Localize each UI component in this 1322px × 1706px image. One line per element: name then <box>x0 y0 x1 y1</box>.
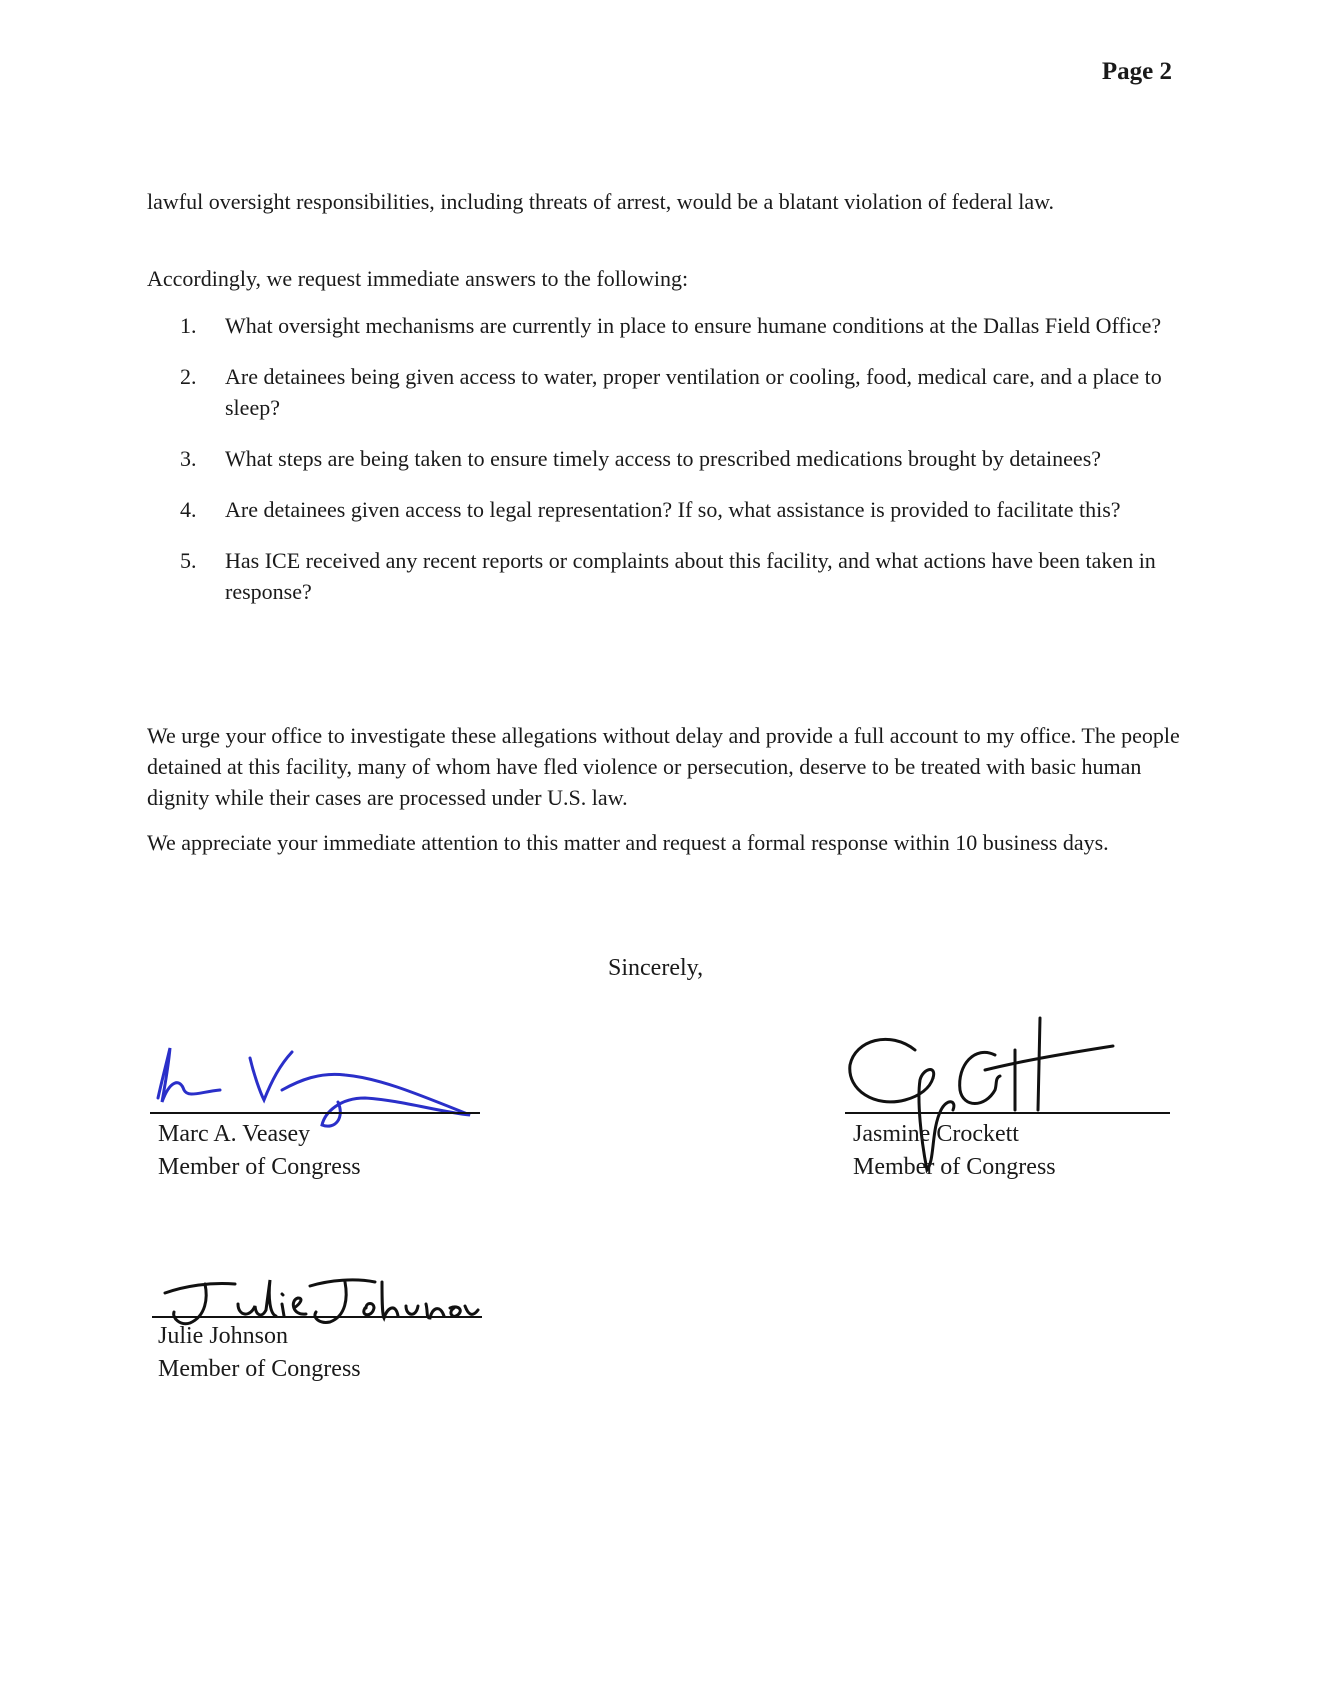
signature-veasey <box>150 1040 490 1130</box>
list-item-text: Has ICE received any recent reports or complaints about this facility, and what actions have been taken in response? <box>225 548 1156 604</box>
list-item-text: Are detainees given access to legal representation? If so, what assistance is provided to facilitate this? <box>225 497 1121 522</box>
list-item-text: What oversight mechanisms are currently in place to ensure humane conditions at the Dallas Field Office? <box>225 313 1162 338</box>
signature-johnson-stroke <box>364 1282 478 1318</box>
signature-crockett-stroke <box>960 1052 1000 1103</box>
list-item-number: 5. <box>180 548 197 573</box>
signature-johnson-stroke <box>238 1280 306 1316</box>
signature-crockett-stroke <box>850 1039 933 1102</box>
signature-crockett-stroke <box>985 1018 1113 1110</box>
signatory-johnson <box>158 1320 488 1386</box>
closing: Sincerely, <box>608 955 704 981</box>
page-number: Page 2 <box>1101 58 1172 85</box>
signatory-crockett <box>853 1118 1183 1184</box>
question-list <box>180 310 1180 627</box>
signature-veasey-stroke <box>250 1052 292 1100</box>
list-item <box>180 545 1180 607</box>
list-item <box>180 443 1180 474</box>
list-item <box>180 494 1180 525</box>
list-item <box>180 310 1180 341</box>
list-item-number: 3. <box>180 446 197 471</box>
signatory-title: Member of Congress <box>158 1356 361 1382</box>
list-item-text: What steps are being taken to ensure timely access to prescribed medications brought by detainees? <box>225 446 1102 471</box>
intro-paragraph: lawful oversight responsibilities, including threats of arrest, would be a blatant violation of federal law. <box>147 189 1055 214</box>
list-item-number: 1. <box>180 313 197 338</box>
signatory-title: Member of Congress <box>853 1154 1056 1180</box>
list-item <box>180 361 1180 423</box>
list-item-text: Are detainees being given access to water, proper ventilation or cooling, food, medical care, and a place to sleep? <box>225 364 1162 420</box>
list-item-number: 4. <box>180 497 197 522</box>
signature-veasey-stroke <box>158 1048 220 1102</box>
appreciate-paragraph: We appreciate your immediate attention to this matter and request a formal response within 10 business days. <box>147 830 1109 855</box>
signatory-name: Marc A. Veasey <box>158 1121 311 1147</box>
lead-paragraph: Accordingly, we request immediate answers to the following: <box>147 266 689 291</box>
urge-paragraph: We urge your office to investigate these allegations without delay and provide a full account to my office. The people detained at this facility, many of whom have fled violence or persecution, deserve to be treated with basic human dignity while their cases are processed under U.S. law. <box>147 723 1180 810</box>
signatory-name: Jasmine Crockett <box>853 1121 1019 1147</box>
signatory-veasey <box>158 1118 488 1184</box>
signatory-name: Julie Johnson <box>158 1323 289 1349</box>
list-item-number: 2. <box>180 364 197 389</box>
signatory-title: Member of Congress <box>158 1154 361 1180</box>
